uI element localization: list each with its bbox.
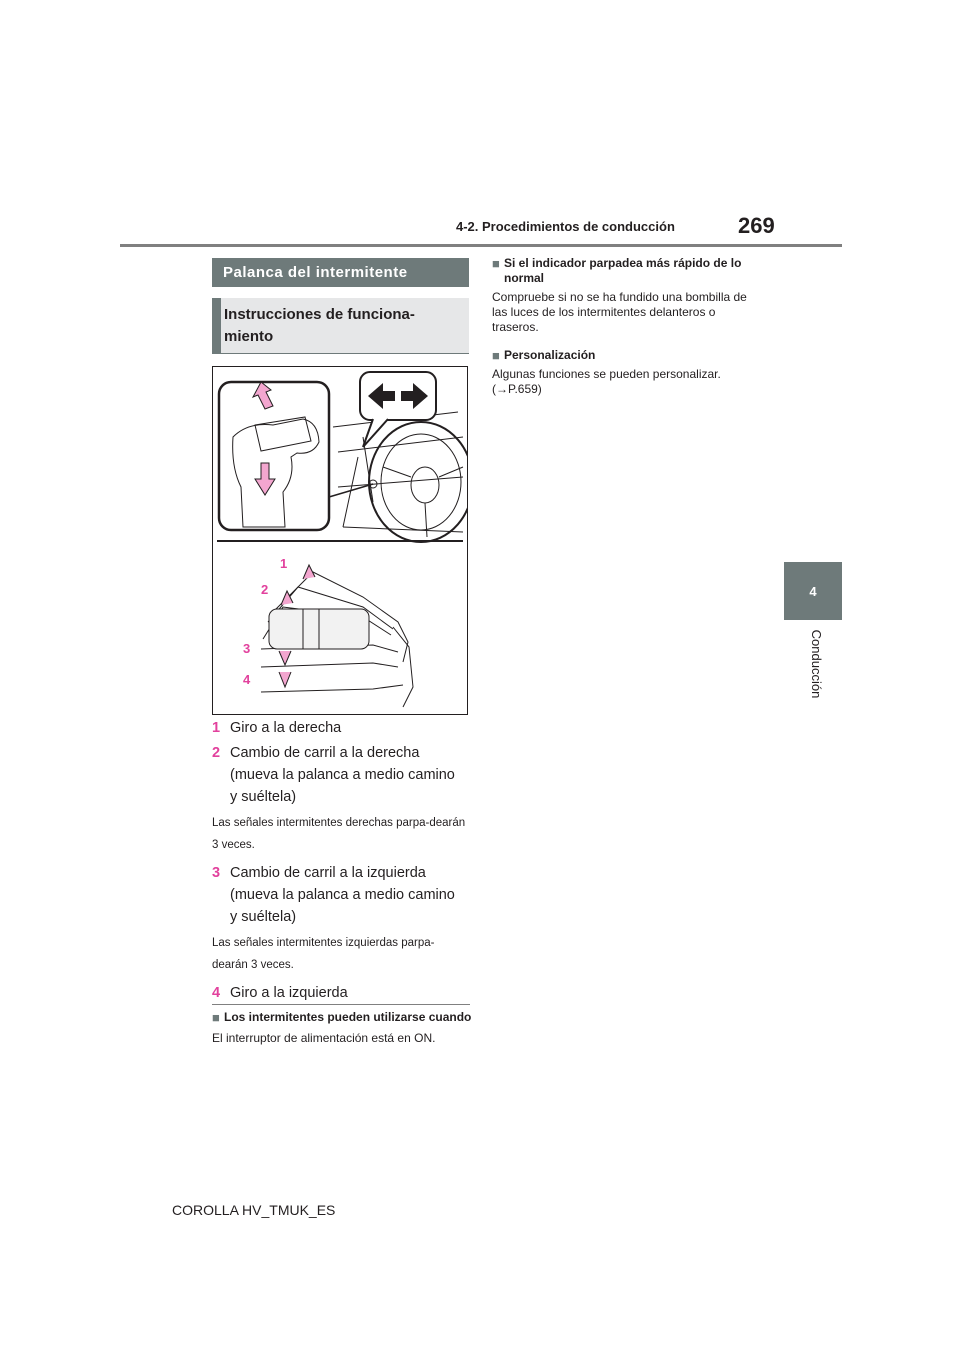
lever-down-half-arrow-icon <box>279 651 291 665</box>
note-title: Los intermitentes pueden utilizarse cuando <box>224 1010 472 1024</box>
header-section-title: 4-2. Procedimientos de conducción <box>456 219 675 234</box>
hand-on-lever-inset <box>219 382 373 530</box>
step-number: 3 <box>212 865 221 881</box>
list-item <box>212 982 470 1004</box>
list-item <box>212 742 470 808</box>
header-divider <box>120 244 842 247</box>
note-square-icon: ■ <box>492 348 500 363</box>
page-number: 269 <box>738 213 775 238</box>
list-item <box>212 862 470 928</box>
note-customization <box>492 348 754 397</box>
turn-signal-illustration <box>213 367 467 714</box>
step-note: Las señales intermitentes derechas parpa-dearán 3 veces. <box>212 817 466 851</box>
callout-4: 4 <box>243 672 251 687</box>
step-text: Giro a la izquierda <box>230 985 348 1001</box>
step-text: Giro a la derecha <box>230 720 342 736</box>
steps-list <box>212 717 470 1004</box>
callout-2: 2 <box>261 582 269 597</box>
chapter-label: Conducción <box>809 629 824 699</box>
footer-model-code: COROLLA HV_TMUK_ES <box>172 1202 336 1218</box>
lever-down-full-arrow-icon <box>279 672 291 687</box>
step-note: Las señales intermitentes izquierdas parpa-dearán 3 veces. <box>212 937 435 971</box>
note-when-usable <box>212 1010 474 1046</box>
chapter-number: 4 <box>809 583 817 599</box>
note-fast-blink <box>492 256 754 335</box>
subsection-title-text: Instrucciones de funciona- miento <box>224 306 415 345</box>
note-title: Personalización <box>504 348 596 362</box>
direction-arrows-bubble <box>360 372 436 447</box>
list-item <box>212 717 470 739</box>
note-body: El interruptor de alimentación está en ON. <box>212 1031 436 1045</box>
notes-divider <box>212 1004 470 1005</box>
step-number: 1 <box>212 720 221 736</box>
section-title: Palanca del intermitente <box>212 258 469 287</box>
note-body: Algunas funciones se pueden personalizar. (→P.659) <box>492 367 721 396</box>
callout-1: 1 <box>280 556 288 571</box>
note-body: Compruebe si no se ha fundido una bombilla de las luces de los intermitentes delanteros o traseros. <box>492 290 747 334</box>
subsection-title <box>212 298 469 354</box>
step-number: 4 <box>212 985 221 1001</box>
note-square-icon: ■ <box>492 256 500 271</box>
dashboard-scene <box>333 412 467 542</box>
step-text: Cambio de carril a la derecha (mueva la palanca a medio camino y suéltela) <box>230 745 455 805</box>
lever-positions <box>261 572 413 707</box>
step-text: Cambio de carril a la izquierda (mueva la palanca a medio camino y suéltela) <box>230 865 455 925</box>
note-square-icon: ■ <box>212 1010 220 1025</box>
step-number: 2 <box>212 745 221 761</box>
note-title: Si el indicador parpadea más rápido de lo normal <box>504 256 742 285</box>
callout-3: 3 <box>243 641 251 656</box>
turn-signal-lever-figure <box>212 366 468 715</box>
